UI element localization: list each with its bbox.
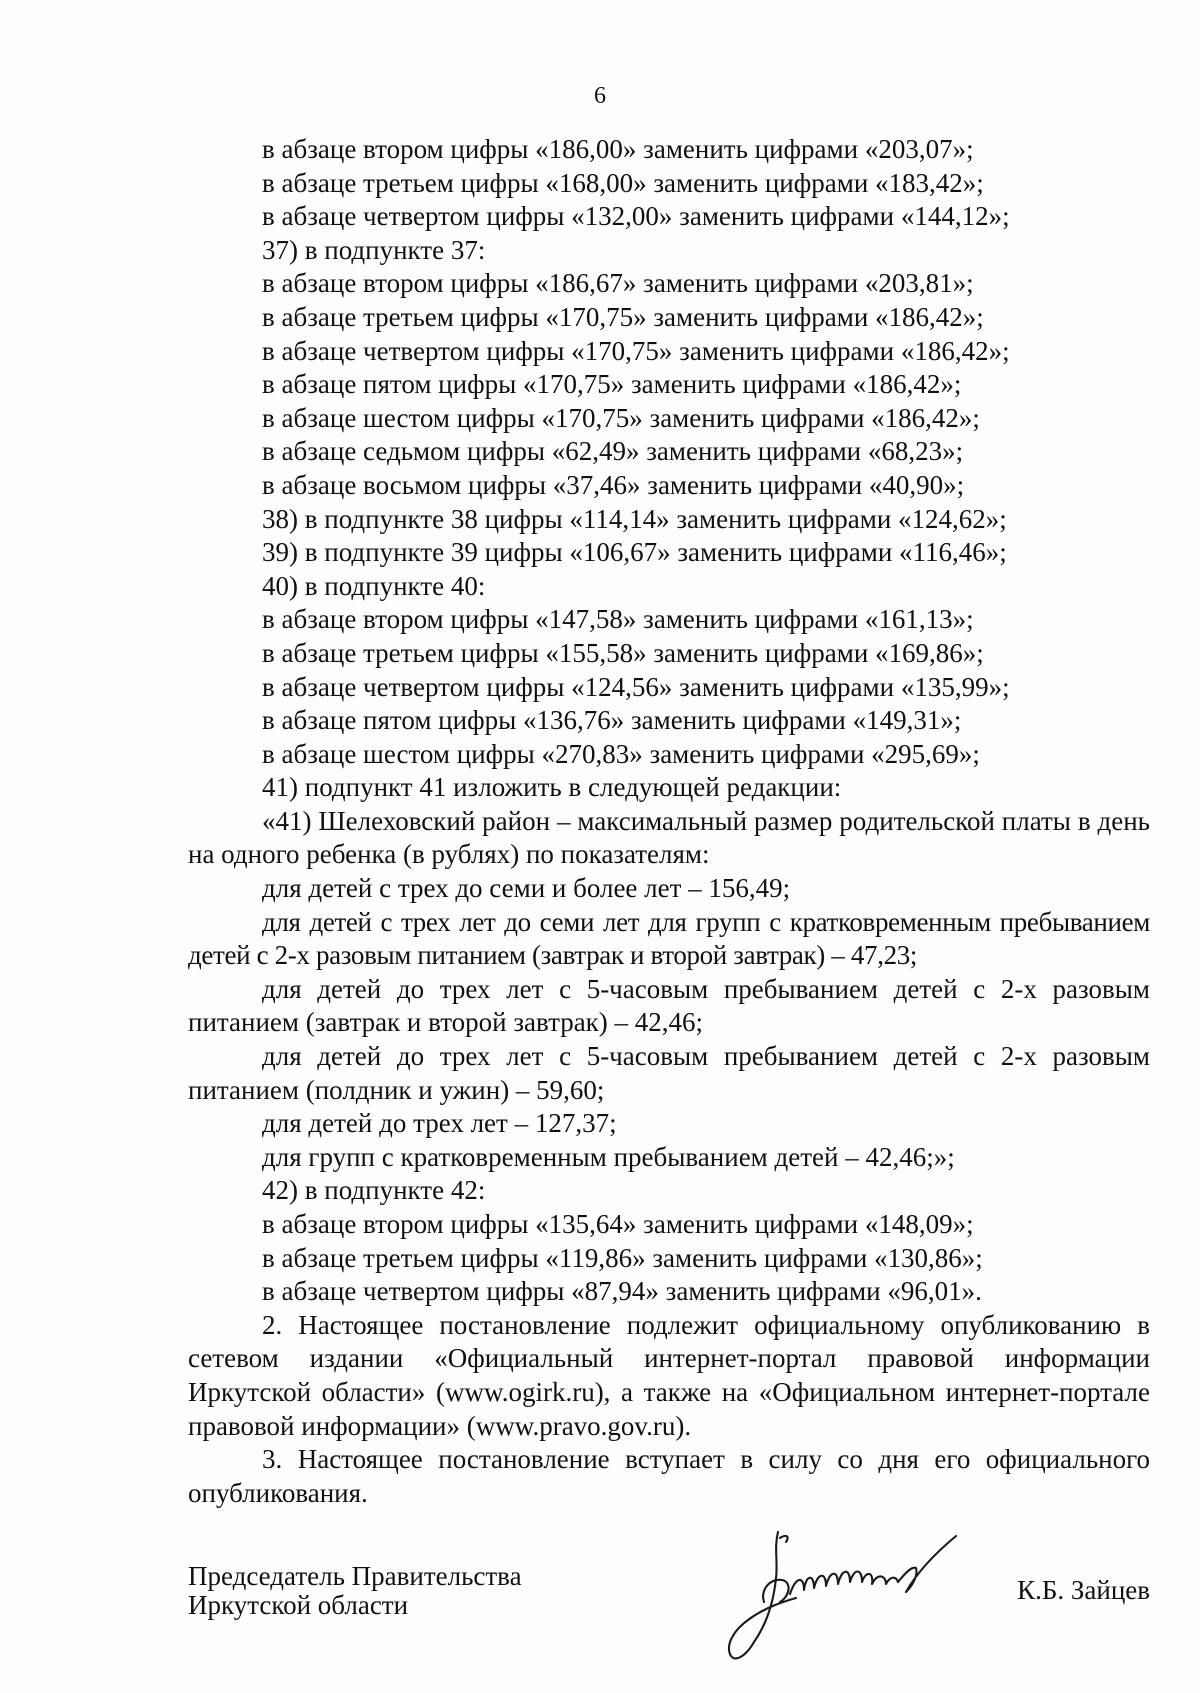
- signer-name: К.Б. Зайцев: [1017, 1575, 1150, 1605]
- paragraph: для детей до трех лет с 5-часовым пребыванием детей с 2-х разовым питанием (завтрак и второй завтрак) – 42,46;: [188, 973, 1150, 1038]
- paragraph: для детей с трех до семи и более лет – 156,49;: [262, 873, 791, 904]
- paragraph: в абзаце восьмом цифры «37,46» заменить цифрами «40,90»;: [262, 469, 965, 500]
- paragraph: 38) в подпункте 38 цифры «114,14» заменить цифрами «124,62»;: [262, 503, 1007, 534]
- paragraph: 37) в подпункте 37:: [262, 234, 486, 265]
- document-body: [188, 133, 1150, 1510]
- signer-title-line: Председатель Правительства: [188, 1561, 522, 1591]
- paragraph: 39) в подпункте 39 цифры «106,67» заменить цифрами «116,46»;: [262, 537, 1007, 568]
- paragraph: в абзаце четвертом цифры «132,00» заменить цифрами «144,12»;: [262, 201, 1010, 232]
- paragraph: в абзаце втором цифры «186,67» заменить цифрами «203,81»;: [262, 268, 974, 299]
- paragraph: для детей до трех лет с 5-часовым пребыванием детей с 2-х разовым питанием (полдник и ужин) – 59,60;: [188, 1041, 1150, 1105]
- paragraph: в абзаце пятом цифры «170,75» заменить цифрами «186,42»;: [262, 369, 962, 400]
- paragraph: в абзаце втором цифры «135,64» заменить цифрами «148,09»;: [262, 1209, 974, 1239]
- paragraph: для детей с трех лет до семи лет для групп с кратковременным пребыванием детей с 2-х разовым питанием (завтрак и второй завтрак) – 47,23;: [188, 906, 1150, 971]
- paragraph: в абзаце седьмом цифры «62,49» заменить цифрами «68,23»;: [262, 436, 964, 467]
- paragraph: в абзаце четвертом цифры «124,56» заменить цифрами «135,99»;: [262, 671, 1010, 702]
- handwritten-signature: [720, 1526, 960, 1668]
- paragraph: в абзаце третьем цифры «168,00» заменить цифрами «183,42»;: [262, 167, 984, 198]
- paragraph: «41) Шелеховский район – максимальный размер родительской платы в день на одного ребенка (в рублях) по показателям:: [188, 805, 1150, 870]
- paragraph: для групп с кратковременным пребыванием детей – 42,46;»;: [262, 1141, 955, 1172]
- paragraph: в абзаце втором цифры «147,58» заменить цифрами «161,13»;: [262, 604, 974, 635]
- signer-title: [188, 1562, 608, 1620]
- signer-title-line: Иркутской области: [188, 1590, 409, 1620]
- page-number: 6: [594, 83, 606, 109]
- paragraph: 41) подпункт 41 изложить в следующей редакции:: [262, 772, 842, 803]
- paragraph: в абзаце шестом цифры «270,83» заменить цифрами «295,69»;: [262, 738, 980, 769]
- paragraph: в абзаце третьем цифры «119,86» заменить цифрами «130,86»;: [262, 1242, 983, 1273]
- paragraph: в абзаце третьем цифры «155,58» заменить цифрами «169,86»;: [262, 637, 984, 668]
- paragraph: 42) в подпункте 42:: [262, 1175, 486, 1206]
- paragraph: в абзаце шестом цифры «170,75» заменить цифрами «186,42»;: [262, 402, 980, 433]
- signature-block: [188, 1562, 1150, 1672]
- paragraph: 3. Настоящее постановление вступает в силу со дня его официального опубликования.: [188, 1444, 1150, 1508]
- paragraph: в абзаце четвертом цифры «87,94» заменить цифрами «96,01».: [262, 1276, 982, 1307]
- paragraph: в абзаце третьем цифры «170,75» заменить цифрами «186,42»;: [262, 301, 984, 332]
- paragraph: в абзаце четвертом цифры «170,75» заменить цифрами «186,42»;: [262, 335, 1010, 366]
- paragraph: 2. Настоящее постановление подлежит официальному опубликованию в сетевом издании «Официальный интернет-портал правовой информации Иркутской области» (www.ogirk.ru), а также на «Официальном интернет-портале правовой информации» (www.pravo.gov.ru).: [188, 1309, 1150, 1441]
- paragraph: в абзаце втором цифры «186,00» заменить цифрами «203,07»;: [262, 134, 974, 164]
- paragraph: в абзаце пятом цифры «136,76» заменить цифрами «149,31»;: [262, 705, 962, 736]
- paragraph: 40) в подпункте 40:: [262, 570, 486, 601]
- paragraph: для детей до трех лет – 127,37;: [262, 1108, 617, 1139]
